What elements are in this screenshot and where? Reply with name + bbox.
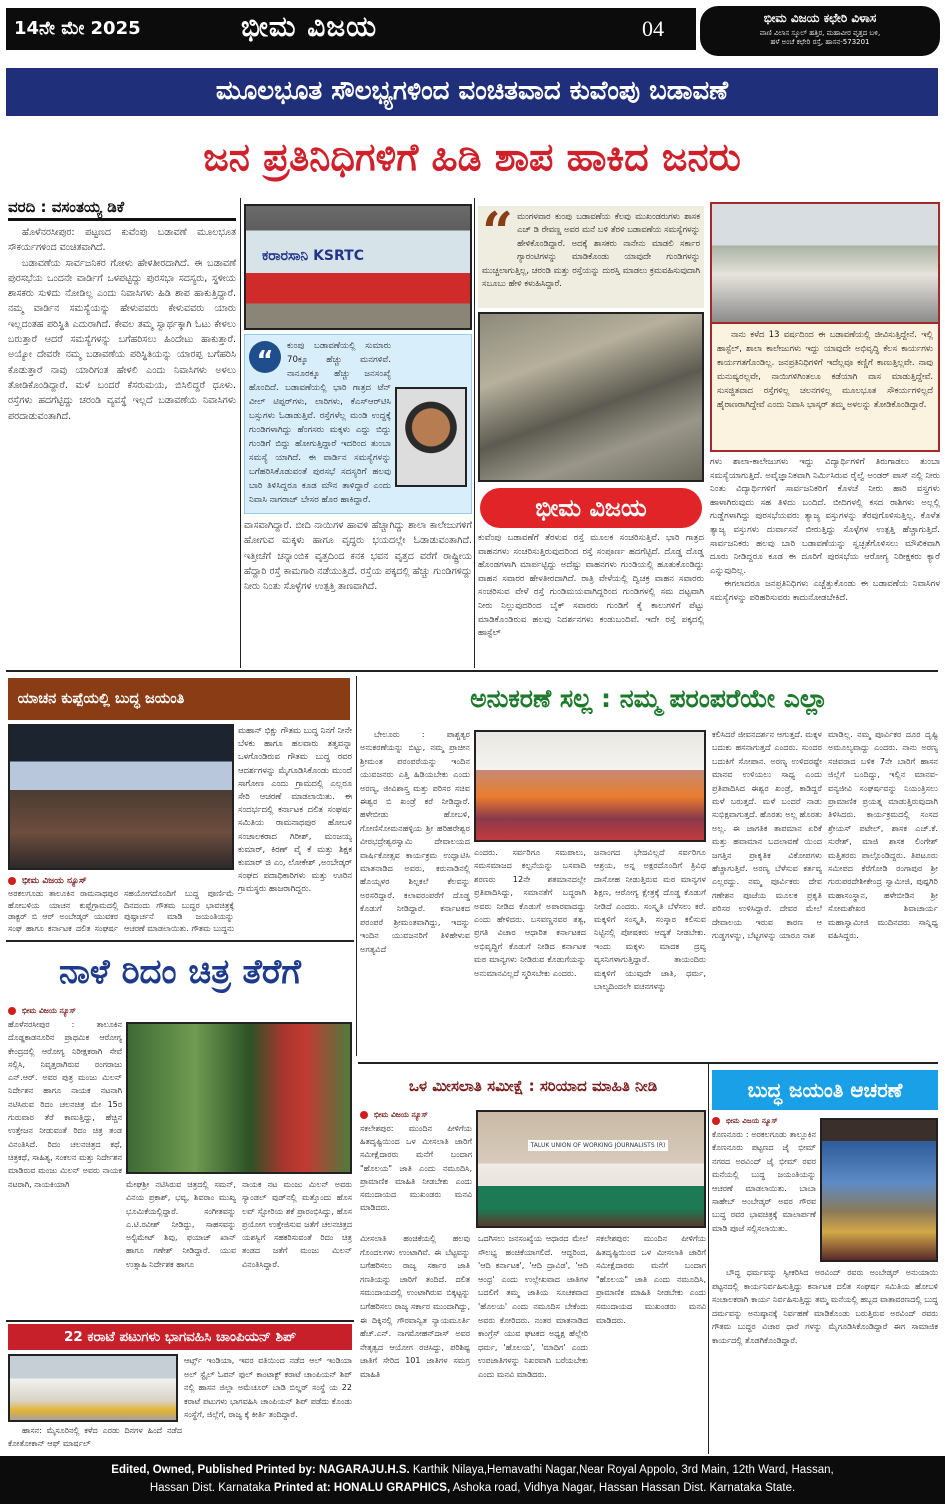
buddha-story-body	[8, 874, 234, 936]
buddha-right-text: ಮಹಾನ್ ಭಿಕ್ಷು ಗೌತಮ ಬುದ್ಧ ನಿನಗೆ ನೀನೇ ಬೆಳಕು ಹಾಗೂ ಹಲವಾರು ತತ್ವವನ್ನಾ ಒಳಗೊಂಡಿರುವ ಗೌತಮ ಬುದ್ಧ ರವರ ಆದರ್ಶಗಳನ್ನು ಮೈಗೂಡಿಸಿಕೊಂಡು ಮುಂದೆ ಸಾಗೋಣ ಎಂದು ಗ್ರಾಮದಲ್ಲಿ ಎಲ್ಲರೂ ಸೇರಿ ಆಚರಣೆ ಮಾಡಲಾಯಿತು. ಈ ಸಂದರ್ಭದಲ್ಲಿ ಕರ್ನಾಟಕ ದಲಿತ ಸಂಘರ್ಷ ಸಮಿತಿಯ ರಾಮನಾಥಪುರ ಹೋಬಳಿ ಸಂಚಾಲಕರಾದ ಗಿರೀಶ್, ಮಂಜಯ್ಯ ಕುಮಾರ್, ಕಿರಣ್ ವೈ ಕೆ ಮತ್ತು ಶಿಕ್ಷಕ ಕುಮಾರ್ ಜಿ ಎಂ, ಲೋಕೇಶ್ ,ಅಂಬೇಡ್ಕರ್ ಸಂಘದ ಪದಾಧಿಕಾರಿಗಳು ಮತ್ತು ಊರಿನ ಗ್ರಾಮಸ್ಥರು ಹಾಜರಾಗಿದ್ದರು.	[238, 725, 352, 894]
news-dot-icon	[360, 1111, 368, 1119]
residents-photo	[712, 204, 938, 324]
tradition-col-2: ಎಂದರು. ಸರ್ವರಿಗೂ ಸಮಪಾಲು, ಸಮಸಮಾಜದ ಕಲ್ಪನೆಯನ್ನು ಬಸವಾದಿ ಶರಣರು 12ನೇ ಶತಮಾನದಲ್ಲೇ ಪ್ರತಿಪಾದಿಸಿದ್ದು, ಸಮಾನತೆಗೆ ಬದ್ಧರಾಗಿ ಅವರು ನೀಡಿದ ಕೊಡುಗೆ ಅಪಾರವಾದದ್ದು ಎಂದು ಹೇಳಿದರು. ಬಸವಣ್ಣನವರ ತತ್ವ, ಪ್ರಗತಿ ವಿಚಾರ ಆಧಾರಿತ ಕರ್ನಾಟಕದ ಅಭಿವೃದ್ಧಿಗೆ ಕೊಡುಗೆ ನೀಡಿದ ಕರ್ನಾಟಕ ಮಠ ಮಾನ್ಯಗಳು ನೀಡಿರುವ ಕೊಡುಗೆಯನ್ನು ಅನುಮಾನವಿಲ್ಲದೆ ಸ್ಮರಿಸಬೇಕು ಎಂದರು.	[474, 847, 586, 978]
imprint-label-printer: Printed at: HONALU GRAPHICS,	[273, 1482, 451, 1494]
karate-caption-text: ಹಾಸನ: ಮೈಸೂರಿನಲ್ಲಿ ಕಳೆದ ಎರಡು ದಿನಗಳ ಹಿಂದೆ ನಡೆದ ಕೋತೋಕಾನ್ ಆಫ್ ಮಾರ್ಷಲ್	[8, 1426, 182, 1448]
survey-col-3: ಒದಗಿಸಲು ಜನಸಂಖ್ಯೆಯ ಆಧಾರದ ಮೇಲೆ ಸೌಲಭ್ಯ ಹಂಚಿಕೆಯಾಗಲಿದೆ. ಆದ್ದರಿಂದ, 'ಆದಿ ಕರ್ನಾಟಕ', 'ಆದಿ ದ್ರಾವಿಡ', 'ಆದಿ ಆಂಧ್ರ' ಎಂದು ಉಲ್ಲೇಖವಾದ ಜಾತಿಗಳ ಬದಲಿಗೆ ತಮ್ಮ ಜಾತಿಯ ಸೂಚಕವಾದ 'ಹೊಲಯ' ಎಂದು ನಮೂದಿಸ ಬೇಕೆಂದು ಅವರು ಕೋರಿದರು. ನಂತರ ಮಾತನಾಡಿದ ಕಾಂಗ್ರೆಸ್ ಯುವ ಘಟಕದ ಅಧ್ಯಕ್ಷ ಹೆಲ್ಲೇರಿ ಧರ್ಮ, 'ಹೊಲಯ', 'ಮಾದಿಗ' ಎಂದು ಉಪಜಾತಿಗಳನ್ನು ನಿಖರವಾಗಿ ಬರೆಯಬೇಕು ಎಂದು ಮನವಿ ಮಾಡಿದರು.	[478, 1234, 588, 1379]
tradition-col-1-text: ಬೇಲೂರು : ಪಾಶ್ಚತ್ಯರ ಅನುಕರಣೆಯನ್ನು ಬಿಟ್ಟು, ನಮ್ಮ ಪ್ರಾಚೀನ ಶ್ರೀಮಂತ ಪರಂಪರೆಯನ್ನು ಇಂದಿನ ಯುವಜನರು ಎತ್ತಿ ಹಿಡಿಯಬೇಕು ಎಂದು ಅರಣ್ಯ, ಜೀವಿಶಾಸ್ತ್ರ ಮತ್ತು ಪರಿಸರ ಸಚಿವ ಈಶ್ವರ ಬಿ ಖಂಡ್ರೆ ಕರೆ ನೀಡಿದ್ದಾರೆ. ಹಳೇಬೀಡು ಹೋಬಳಿ, ಗೋಣಿಸೋಮನಹಳ್ಳಿಯ ಶ್ರೀ ಹರಿಹರೇಶ್ವರ ವೀರಭದ್ರೇಶ್ವರಸ್ವಾಮಿ ದೇವಾಲಯದ ವಾರ್ಷಿಕೋತ್ಸವ ಕಾರ್ಯಕ್ರಮ ಉದ್ಘಾಟಿಸಿ ಮಾತನಾಡಿದ ಅವರು, ಕರುನಾಡಿನಲ್ಲಿ ಹೊಯ್ಸಳರ ಶಿಲ್ಪಕಲೆ ಕೆಲವನ್ನು ಅರಸರಿದ್ದಾರೆ. ಕಲಾವರಂಪರೆಗೆ ದೊಡ್ಡ ಕೊಡುಗೆ ನೀಡಿದ್ದಾರೆ. ಕರ್ನಾಟಕದ ಪರಂಪರೆ ಶ್ರೀಮಂತವಾಗಿದ್ದು, ಇದನ್ನು ಇಂದಿನ ಯುವಜನರಿಗೆ ತಿಳಿಹೇಳುವ ಅಗತ್ಯವಿದೆ	[360, 729, 470, 954]
survey-headline	[360, 1066, 706, 1106]
news-dot-icon	[8, 1007, 16, 1015]
quote-mark-icon: “	[482, 206, 514, 264]
section-divider	[6, 940, 354, 942]
section-divider	[6, 1320, 354, 1322]
office-address-box	[700, 6, 940, 56]
tradition-col-1	[360, 728, 470, 1058]
masthead	[6, 8, 696, 50]
page-number: 04	[642, 16, 664, 41]
buddha-headline-right-pad	[194, 678, 350, 720]
film-still-photo	[126, 1022, 352, 1174]
quote-icon: “	[249, 341, 281, 373]
buddha-jayanti-headline-text: ಯಾಚನ ಕುಪ್ಪೆಯಲ್ಲಿ ಬುದ್ಧ ಜಯಂತಿ	[17, 691, 185, 707]
acharane-byline	[712, 1114, 816, 1128]
issue-date: 14ನೇ ಮೇ 2025	[14, 18, 141, 39]
buddha-byline	[8, 874, 234, 888]
byline-text: ಭೀಮ ವಿಜಯ ನ್ಯೂಸ್	[726, 1116, 778, 1125]
tradition-headline-text: ಅನುಕರಣೆ ಸಲ್ಲ : ನಮ್ಮ ಪರಂಪರೆಯೇ ಎಲ್ಲಾ	[470, 684, 828, 713]
imprint-publisher-name: NAGARAJU.H.S.	[318, 1464, 410, 1476]
imprint-line-1	[0, 1461, 945, 1479]
office-title: ಭೀಮ ವಿಜಯ ಕಛೇರಿ ವಿಳಾಸ	[763, 11, 877, 25]
survey-columns	[360, 1232, 706, 1452]
column-divider	[474, 198, 475, 668]
tradition-col-2b: ಜನಾಂಗದ ಭೇದವಿಲ್ಲದೆ ಸರ್ವರಿಗೂ ಆಶ್ರಯ, ಅನ್ನ ಅಕ್ಷರದೊಂದಿಗೆ ತ್ರಿವಿಧ ದಾಸೋಹ ನೀಡುತ್ತಿರುವ ಮಠ ಮಾನ್ಯಗಳ ಶಿಕ್ಷಣ, ಆರೋಗ್ಯ ಕ್ಷೇತ್ರಕ್ಕೆ ದೊಡ್ಡ ಕೊಡುಗೆ ನೀಡಿದೆ ಎಂದರು. ಸಂಸ್ಕೃತಿ ಬೆಳೆಸಲು ಕರೆ. ಮಕ್ಕಳಿಗೆ ಸಂಸ್ಕೃತಿ, ಸಂಸ್ಕಾರ ಕಲಿಸುವ ನಿಟ್ಟಿನಲ್ಲಿ ಪೋಷಕರು ಆದ್ಯತೆ ನೀಡಬೇಕು. ಇಂದು ಮಕ್ಕಳು ಮಾದಕ ದ್ರವ್ಯ ವ್ಯಸನಿಗಳಾಗುತ್ತಿದ್ದಾರೆ. ತಾಯಂದಿರು ಮಕ್ಕಳಿಗೆ ಯುವುದೇ ಜಾತಿ, ಧರ್ಮ, ಬಾಲ್ಯದಿಂದಲೇ ವಚನಗಳನ್ನು	[594, 847, 706, 992]
survey-col-2: ಮೀಸಲಾತಿ ಹಂಚಿಕೆಯಲ್ಲಿ ಹಲವು ಗೊಂದಲಗಳು ಉಂಟಾಗಿವೆ. ಈ ಬೆಟ್ಟವನ್ನು ಬಗೆಹರಿಸಲು ರಾಜ್ಯ ಸರ್ಕಾರ ಜಾತಿ ಗಣತಿಯನ್ನು ಜಾರಿಗೆ ತಂದಿದೆ. ದಲಿತ ಸಮುದಾಯದಲ್ಲಿ ಉಂಟಾಗಿರುವ ಬಿಕ್ಕಟ್ಟನ್ನು ಬಗೆಹರಿಸಲು ರಾಜ್ಯ ಸರ್ಕಾರ ಮುಂದಾಗಿದ್ದು, ಈ ದಿಕ್ಕಿನಲ್ಲಿ ಗೌರವಾನ್ವಿತ ನ್ಯಾಯಮೂರ್ತಿ ಹೆಚ್.ಎನ್. ನಾಗಮೋಹನ್‌ದಾಸ್ ಅವರ ನೇತೃತ್ವದ ಆಯೋಗ ರಚಿಸಿದ್ದು, ಪರಿಶಿಷ್ಟ ಜಾತಿಗೆ ಸೇರಿದ 101 ಜಾತಿಗಳ ಸಮಗ್ರ ಮಾಹಿತಿ	[360, 1234, 470, 1379]
tradition-col-3-text: ಕಲಿಸಿದರೆ ಜೀವನದರ್ಶನ ಆಗುತ್ತದೆ. ಮಕ್ಕಳ ಬದುಕು ಹಸನಾಗುತ್ತದೆ ಎಂದರು. ಸುಂದರ ಬದುಕಿಗೆ ಸೋಪಾನ. ಅರಣ್ಯ ಉಳಿದರಷ್ಟೇ ಮಾನವ ಉಳಿಯಲು ಸಾಧ್ಯ ಎಂದು ಪ್ರತಿಪಾದಿಸಿದ ಈಶ್ವರ ಖಂಡ್ರೆ, ಕಾಡಿದ್ದರೆ ಮಳೆ ಬರುತ್ತದೆ. ಮಳೆ ಬಂದರೆ ನಾಡು ಸುಭಿಕ್ಷವಾಗುತ್ತದೆ. ಹೊರತು ಅಲ್ಲ ಹೊರತು ಅಲ್ಲ. ಈ ಜಾಗತಿಕ ತಾಪಮಾನ ಏರಿಕೆ ಮತ್ತು ಹವಾಮಾನ ಬದಲಾವಣೆ ಯಿಂದ ಜಗತ್ತಿನ ಪ್ರಾಕೃತಿಕ ವಿಕೋಪಗಳು ಹೆಚ್ಚಾಗುತ್ತಿವೆ. ಅರಣ್ಯ ಬೆಳೆಸುವ ಕರ್ತವ್ಯ ಎಲ್ಲರದ್ದು. ನಮ್ಮ ಪೂರ್ವಿಕರು ದೇವ ಗಣೇಶನ ಪೂಜೆಯ ಮೂಲಕ ಪ್ರಕೃತಿ ಪರಿಸರ ಉಳಿಸಿದ್ದಾರೆ. ದೇವರ ಮೇಲೆ ದೇವಾಲಯ ಇರುವ ಕಾರಣ ಆ ಗುಡ್ಡಗಳನ್ನು, ಬೆಟ್ಟಗಳನ್ನು ಯಾರೂ ನಾಶ	[712, 729, 822, 941]
film-left-column	[8, 1004, 122, 1318]
newspaper-logo: ಭೀಮ ವಿಜಯ	[241, 10, 378, 43]
byline-text: ಭೀಮ ವಿಜಯ ನ್ಯೂಸ್	[374, 1110, 428, 1119]
column-divider	[708, 1064, 709, 1454]
quote-text-bhaskar: ನಾನು ಕಳೆದ 13 ವರ್ಷದಿಂದ ಈ ಬಡಾವಣೆಯಲ್ಲಿ ಜೀವಿಸುತ್ತಿದ್ದೇನೆ. ಇಲ್ಲಿ ಹಾಸ್ಟೆಲ್, ಶಾಲಾ ಕಾಲೇಜುಗಳು ಇದ್ದು ಯಾವುದೇ ಅಭಿವೃದ್ಧಿ ಕೆಲಸ ಕಾರ್ಯಗಳು ಕಾರ್ಯಗತಗೊಂಡಿಲ್ಲ. ಜನಪ್ರತಿನಿಧಿಗಳಿಗೆ ಇದೆಲ್ಲವೂ ಕಣ್ಣಿಗೆ ಕಾಣುತ್ತಿಲ್ಲವೇ. ನಾವು ಮನುಷ್ಯರಲ್ಲವೇ, ನಾಯಿಗಳಿಗಿಂತಲೂ ಕಡೆಯಾಗಿ ವಾಸ ಮಾಡುತ್ತಿದ್ದೇವೆ. ಸುಸಜ್ಜಿತವಾದ ರಸ್ತೆಗಳಿಲ್ಲ ಚಲನಗಳಿಲ್ಲ ಮೂಲಭೂತ ಸೌಕರ್ಯಗಳಿಲ್ಲದೆ ಹೈರಾಣರಾಗಿದ್ದೇವೆ ಎಂದು ನಿವಾಸಿ ಭಾಸ್ಕರ್ ತಮ್ಮ ಅಳಲನ್ನು ತೋಡಿಕೊಂಡಿದ್ದಾರೆ.	[717, 329, 933, 409]
survey-left-column	[360, 1108, 472, 1228]
logo-badge-text: ಭೀಮ ವಿಜಯ	[535, 494, 647, 522]
press-meet-banner-text: TALUK UNION OF WORKING JOURNALISTS (R)	[528, 1140, 668, 1151]
lead-kicker-text: ಮೂಲಭೂತ ಸೌಲಭ್ಯಗಳಿಂದ ವಂಚಿತವಾದ ಕುವೆಂಪು ಬಡಾವಣೆ	[215, 76, 729, 106]
buddha-right-column	[238, 724, 352, 934]
buddha-col-2: ಸಹಯೋಗದೊಂದಿಗೆ ಬುದ್ಧ ಪೂರ್ಣಿಮೆ ದಿನದಂದು ಗೌತಮ ಬುದ್ಧರ ಭಾವಚಿತ್ರಕ್ಕೆ ಪುಷ್ಪಾರ್ಚನೆ ಮಾಡಿ ಜಯಂತಿಯನ್ನು ಆಚರಣೆ ಮಾಡಲಾಯಿತು. ಗೌತಮ ಬುದ್ಧನು	[124, 889, 234, 933]
lead-column-4-text: ಗಳು ಶಾಲಾ-ಕಾಲೇಜುಗಳು ಇದ್ದು ವಿದ್ಯಾರ್ಥಿಗಳಿಗೆ ತಿರುಗಾಡಲು ತುಂಬಾ ಸಮಸ್ಯೆಯಾಗುತ್ತಿದೆ. ಅವೈಜ್ಞಾನಿಕವಾಗಿ ನಿರ್ಮಿಸಿರುವ ರೈಲ್ವೆ ಅಂಡರ್ ಪಾಸ್ ನಲ್ಲಿ ನೀರು ನಿಂತು ವಿದ್ಯಾರ್ಥಿಗಳಿಗೆ ಸಾರ್ವಜನಿಕರಿಗೆ ಕೊಳಚೆ ನೀರು ಹಾರಿ ವಸ್ತ್ರಗಳು ಹಾಳಾಗಿರುವುದು ಸಹ ತಿಳಿದು ಬಂದಿದೆ. ಬೀದಿಗಳಲ್ಲಿ ಕಸದ ರಾಶಿಗಳು ಅಲ್ಲಲ್ಲಿ ಗುಡ್ಡೆಗಳಾಗಿದ್ದು ಪುರಸಭೆಯವರು ತ್ಯಾಜ್ಯ ವಸ್ತುಗಳನ್ನು ತೆರವುಗೊಳಿಸುತ್ತಿಲ್ಲ. ಕೊಳೆತ ತ್ಯಾಜ್ಯ ವಸ್ತುಗಳು ದುರ್ವಾಸನೆ ಬೀರುತ್ತಿದ್ದು ಸೊಳ್ಳೆಗಳ ಉತ್ಪತ್ತಿ ಹೆಚ್ಚಾಗುತ್ತಿದೆ. ಸಾರ್ವಜನಿಕರು ಹಲವು ಬಾರಿ ಬಡಾವಣೆಯನ್ನು ಸ್ವಚ್ಛತೆಗೊಳಿಸಲು ಮೌಖಿಕವಾಗಿ ದೂರು ನೀಡಿದ್ದರೂ ಕೂಡ ಈ ದೂರಿಗೆ ಪುರಸಭೆಯ ಆರೋಗ್ಯ ನಿರೀಕ್ಷಕರು ಕ್ಯಾರೆ ಎನ್ನುವುದಿಲ್ಲ.	[710, 457, 940, 576]
tradition-col-3	[712, 728, 822, 1058]
tradition-col-4	[828, 728, 938, 1058]
tradition-col-4-text: ಮಾಡಿಲ್ಲ. ನಮ್ಮ ಪೂರ್ವಿಕರ ದೂರ ದೃಷ್ಟಿ ಅಮೂಲ್ಯವಾದ್ದು ಎಂದರು. ನಾನು ಅರಣ್ಯ ಸಚಿವರಾದ ಬಳಿಕ 7ನೇ ಬಾರಿಗೆ ಹಾಸನ ಜಿಲ್ಲೆಗೆ ಬಂದಿದ್ದು, ಇಲ್ಲಿನ ಮಾನವ-ವನ್ಯಜೀವಿ ಸಂಘರ್ಷವನ್ನು ನಿಯಂತ್ರಿಸಲು ಪ್ರಾಮಾಣಿಕ ಪ್ರಯತ್ನ ಮಾಡುತ್ತಿರುವುದಾಗಿ ತಿಳಿಸಿದರು. ಕಾರ್ಯಕ್ರಮದಲ್ಲಿ ಸಂಸದ ಶ್ರೇಯಸ್ ಪಟೇಲ್, ಶಾಸಕ ಎಚ್.ಕೆ. ಸುರೇಶ್, ಮಾಜಿ ಶಾಸಕ ಲಿಂಗೇಶ್ ಮತ್ತಿತರರು ಪಾಲ್ಗೊಂಡಿದ್ದರು. ತಿಪಟೂರು ಸಮೀಪದ ಕೆರೆಗೋಡಿ ರಂಗಾಪುರ ಶ್ರೀ ಗುರುಪರದೇಶೀಕೇಂದ್ರ ಸ್ವಾಮೀಜಿ, ಪುಷ್ಪಗಿರಿ ಮಹಾಸಂಸ್ಥಾನ, ಹಳೇಬೀಡಿನ ಶ್ರೀ ಸೋಮಶೇಖರ ಶಿವಾಚಾರ್ಯ ಮಹಾಸ್ವಾಮೀಜಿ ಮುದಿನದರು ಸಾನ್ನಿಧ್ಯ ವಹಿಸಿದ್ದರು.	[828, 729, 938, 941]
lead-column-4-bottom	[710, 456, 940, 668]
acharane-col-1: ಕೊಣನೂರು : ಅರಕಲಗೂಡು ತಾಲ್ಲೂಕಿನ ಕೊಣನೂರು ಪಟ್ಟಣದ ಜೈ ಭೀಮ್ ನಗರದ ಅರವಿಂದ್ ಜೈ ಭೀಮ್ ರವರ ಮನೆಯಲ್ಲಿ ಬುದ್ಧ ಜಯಂತಿಯನ್ನು ಆಚರಣೆ ಮಾಡಲಾಯಿತು. ಬಾಬಾ ಸಾಹೇಬ್ ಅಂಬೇಡ್ಕರ್ ಅವರ ಗೌರವ ಬುದ್ಧ ರವರ ಭಾವಚಿತ್ರಕ್ಕೆ ಮಾಲಾರ್ಪಣೆ ಮಾಡಿ ಪೂಜೆ ಸಲ್ಲಿಸಲಾಯಿತು.	[712, 1130, 816, 1233]
tradition-headline	[360, 676, 938, 722]
lead-column-2-bottom	[244, 518, 472, 668]
buddha-jayanti-headline	[8, 678, 194, 720]
bus-photo	[244, 204, 472, 330]
column-divider	[240, 198, 241, 668]
quote-text-mla: ಮಂಗಳವಾರ ಕುಂಪು ಬಡಾವಣೆಯ ಕೆಲವು ಮುಖಂಡರುಗಳು ಶಾಸಕ ಎಚ್ ಡಿ ರೇವಣ್ಣ ಅವರ ಮನೆ ಬಳಿ ತೆರಳಿ ಬಡಾವಣೆಯ ಸಮಸ್ಯೆಗಳನ್ನು ಹೇಳಿಕೊಂಡಿದ್ದಾರೆ. ಅದಕ್ಕೆ ಶಾಸಕರು ನಾನೇನು ಮಾಡಲಿ ಸರ್ಕಾರ ಗ್ಯಾರಂಟಿಗಳನ್ನು ಮಾಡಿಕೊಂಡು ಯಾವುದೇ ಗುಂಡಿಗಳನ್ನು ಮುಚ್ಚಲಾಗುತ್ತಿಲ್ಲ, ಚರಂಡಿ ಮತ್ತು ರಸ್ತೆಯನ್ನು ದುರಸ್ತಿ ಮಾಡಲು ಕ್ರಮವಹಿಸುವುದಾಗಿ ಸಬೂಬು ಹೇಳಿ ಕಳುಹಿಸಿದ್ದಾರೆ.	[482, 211, 700, 289]
lead-column-4-end: ಈಗಲಾದರೂ ಜನಪ್ರತಿನಿಧಿಗಳು ಎಚ್ಚೆತ್ತುಕೊಂಡು ಈ ಬಡಾವಣೆಯ ನಿವಾಸಿಗಳ ಸಮಸ್ಯೆಗಳನ್ನು ಪರಿಹರಿಸುವರು ಕಾದುನೋಡಬೇಕಿದೆ.	[710, 579, 940, 603]
byline-text: ಭೀಮ ವಿಜಯ ನ್ಯೂಸ್	[22, 1006, 76, 1015]
lead-column-3-text: ಕುವೆಂಪು ಬಡಾವಣೆಗೆ ತೆರಳುವ ರಸ್ತೆ ಮೂಲಕ ಸಂಚರಿಸುತ್ತಿವೆ. ಭಾರಿ ಗಾತ್ರದ ವಾಹನಗಳು ಸಂಚರಿಸುತ್ತಿರುವುದರಿಂದ ರಸ್ತೆ ಸಂಪೂರ್ಣ ಹದಗೆಟ್ಟಿದೆ. ದೊಡ್ಡ ದೊಡ್ಡ ಹೊಂಡಗಳಾಗಿ ಮಾರ್ಪಟ್ಟಿದ್ದು ಅದೆಷ್ಟು ವಾಹನಗಳು ಗುಂಡಿಯಲ್ಲಿ ಹೂತುಕೊಂಡಿದ್ದು ವಾಹನ ಸವಾರರ ಹೇಳತೀರದಾಗಿದೆ. ರಾತ್ರಿ ವೇಳೆಯಲ್ಲಿ ದ್ವಿಚಕ್ರ ವಾಹನ ಸವಾರರು ಸಂಚರಿಸುವ ವೇಳೆ ರಸ್ತೆ ಗುಂಡಿಮಯವಾಗಿದ್ದರಿಂದ ಗುಂಡಿಗಳಲ್ಲಿ ಸಮ ದಟ್ಟವಾಗಿ ನೀರು ನಿಲ್ಲುವುದರಿಂದ ಬೈಕ್ ಸವಾರರು ಗುಂಡಿಗೆ ಕೈ ಕಾಲುಗಳಿಗೆ ಪೆಟ್ಟು ಮಾಡಿಕೊಂಡಿರುವ ಹಲವು ನಿದರ್ಶನಗಳು ಕಂಡುಬಂದಿವೆ. ಇದೇ ರಸ್ತೆ ಪಕ್ಕದಲ್ಲಿ ಹಾಸ್ಟೆಲ್	[478, 533, 704, 639]
imprint-label-publisher: Edited, Owned, Published Printed by:	[111, 1464, 316, 1476]
lead-column-3-bottom	[478, 532, 704, 668]
news-dot-icon	[8, 877, 16, 885]
lead-paragraph-1: ಹೊಳೆನರಸೀಪುರ: ಪಟ್ಟಣದ ಕುವೆಂಪು ಬಡಾವಣೆ ಮೂಲಭೂತ ಸೌಕರ್ಯಗಳಿಂದ ವಂಚಿತವಾಗಿದೆ.	[8, 227, 236, 254]
karate-headline	[8, 1324, 352, 1350]
karate-right-column	[184, 1354, 352, 1452]
film-byline	[8, 1004, 122, 1018]
reporter-byline: ವರದಿ : ವಸಂತಯ್ಯ ಡಿಕೆ	[8, 198, 236, 221]
minister-speech-photo	[474, 730, 706, 842]
survey-col-1: ಸಕಲೇಶಪುರ: ಮುಂದಿನ ಪೀಳಿಗೆಯ ಹಿತದೃಷ್ಟಿಯಿಂದ ಒಳ ಮೀಸಲಾತಿ ಜಾರಿಗೆ ಸಮೀಕ್ಷೆದಾರರು ಮನೆಗೆ ಬಂದಾಗ "ಹೊಲಯ" ಜಾತಿ ಎಂದು ನಮೂದಿಸಿ, ಪ್ರಾಮಾಣಿಕ ಮಾಹಿತಿ ನೀಡಬೇಕು ಎಂದು ಸಮುದಾಯದ ಮುಖಂಡರು ಮನವಿ ಮಾಡಿದರು.	[360, 1124, 472, 1213]
film-col-3-text: ನಾಯಕ ನಟ ಮಂಜು ಮಿಲನ್ ಅವರು ಸ್ಯಾಂಡಲ್ ವುಡ್‌ನಲ್ಲಿ ಮತ್ತೊಂದು ಹೊಸ ಲವ್ ಸ್ಟೋರಿಯ ಶಕೆ ಪ್ರಾರಂಭಿಸಿದ್ದು, ಹೊಸ ಪ್ರಯೋಗ ಉತ್ತೇಜಿಸುವ ಜತೆಗೆ ಚಲನಚಿತ್ರದ ಯಶಸ್ವಿಗೆ ಸಹಕರಿಸುವಂತೆ ರಿದಂ ಚಿತ್ರ ತಂಡದ ಜತೆಗೆ ಮಂಜು ಮಿಲನ್ ವಿನಂತಿಸಿದ್ದಾರೆ.	[242, 1180, 352, 1269]
quote-box-mla-visit	[478, 206, 704, 308]
buddha-col-1: ಅರಕಲಗೂಡು ತಾಲೂಕಿನ ರಾಮನಾಥಪುರ ಹೋಬಳಿಯ ಯಾಚನ ಕುಪ್ಪೆಗ್ರಾಮದಲ್ಲಿ ಡಾಕ್ಟರ್ ಬಿ ಆರ್ ಅಂಬೇಡ್ಕರ್ ಯುವಕರ ಸಂಘ ಹಾಗೂ ಕರ್ನಾಟಕ ದಲಿತ ಸಂಘರ್ಷ	[8, 889, 118, 933]
film-col-2	[126, 1178, 236, 1318]
section-divider	[358, 1062, 938, 1064]
survey-byline	[360, 1108, 472, 1122]
film-headline	[8, 944, 352, 1000]
bus-logo-text: ಕರಾರಸಾನಿ KSRTC	[262, 248, 364, 264]
buddha-jayanti-photo	[8, 724, 234, 870]
film-col-2-text: ಮೇಘಶ್ರೀ ನಟಿಸಿರುವ ಚಿತ್ರದಲ್ಲಿ ಸಮನ್, ವಿನಯ ಪ್ರಕಾಶ್, ಭವ್ಯ, ಶಿವರಾಂ ಮುಖ್ಯ ಭೂಮಿಕೆಯಲ್ಲಿದ್ದಾರೆ. ಸಂಗೀತವನ್ನು ಎ.ಟಿ.ರವೀಶ್ ನೀಡಿದ್ದು, ಸಾಹಸವನ್ನು ಅಲ್ಟಿಮೇಟ್ ಶಿವು, ಫಯಾಜ್ ಖಾನ್ ಹಾಗೂ ಗಣೇಶ್ ನೀಡಿದ್ದಾರೆ. ಯುವ ಉತ್ಸಾಹಿ ನಿರ್ದೇಶಕ ಹಾಗೂ	[126, 1180, 236, 1269]
acharane-col-2-text: ಬೌದ್ಧ ಧರ್ಮವನ್ನು ಸ್ವೀಕರಿಸಿದ ಅರವಿಂದ್ ರವರು ಅಂಬೇಡ್ಕರ್ ಅನುಯಾಯಿ ಪಟ್ಟನದಲ್ಲಿ ಕಾರ್ಯನಿರ್ವಹಿಸುತ್ತಿದ್ದು ಕರ್ನಾಟಕ ದಲಿತ ಸಂಘರ್ಷ ಸಮಿತಿಯ ಹೋಬಳಿ ಸಂಚಾಲಕರಾಗಿ ಕಾರ್ಯ ನಿರ್ವಹಿಸುತ್ತಿದ್ದು ತಮ್ಮ ಮನೆಯಲ್ಲಿ ಹಬ್ಬದ ವಾತಾವರಣದಲ್ಲಿ ಬುದ್ಧ ದರ್ಮವನ್ನು ಅನುಷ್ಠಾನಕ್ಕೆ ನಿರ್ವಹಣೆ ಮಾಡಿಕೊಂಡು ಬರುತ್ತಿರುವ ಅರವಿಂದ್ ರವರು ಗೌತಮ ಬುದ್ಧರ ವಿಚಾರ ಧಾರೆ ಗಳನ್ನು ಮೈಗೂಡಿಸಿಕೊಂಡಿದ್ದಾರೆ ಈಗ ಸಾಮಾಜಿಕ ಕಾರ್ಯದಲ್ಲಿ ತೊಡಗಿಕೊಂಡಿದ್ದಾರೆ.	[712, 1268, 938, 1345]
imprint-address-1: Karthik Nilaya,Hemavathi Nagar,Near Royal Appolo, 3rd Main, 12th Ward, Hassan,	[412, 1464, 834, 1476]
buddha-acharane-left	[712, 1114, 816, 1264]
buddha-acharane-headline-text: ಬುದ್ಧ ಜಯಂತಿ ಆಚರಣೆ	[747, 1078, 903, 1102]
karate-headline-text: 22 ಕರಾಟೆ ಪಟುಗಳು ಭಾಗವಹಿಸಿ ಚಾಂಪಿಯನ್ ಶಿಪ್	[63, 1329, 297, 1345]
lead-headline-text: ಜನ ಪ್ರತಿನಿಧಿಗಳಿಗೆ ಹಿಡಿ ಶಾಪ ಹಾಕಿದ ಜನರು	[203, 135, 741, 179]
lead-paragraph-2: ಬಡಾವಣೆಯ ಸಾರ್ವಜನಿಕರ ಗೋಳು ಹೇಳತೀರದಾಗಿದೆ. ಈ ಬಡಾವಣೆ ಪುರಸಭೆಯ ಒಂದನೇ ವಾರ್ಡಿಗೆ ಒಳಪಟ್ಟಿದ್ದು ಪುರಸಭಾ ಸದಸ್ಯರು, ಸ್ಥಳೀಯ ಶಾಸಕರು ಸುಳಿದು ನೋಡಿಲ್ಲ ಎಂದು ನಿವಾಸಿಗಳು ಹಿಡಿ ಶಾಪ ಹಾಕುತ್ತಿದ್ದಾರೆ. ನಮ್ಮ ವಾರ್ಡಿನ ಸಮಸ್ಯೆಯನ್ನು ಹೇಳುವವರು ಕೇಳುವವರು ಯಾರು ಇಲ್ಲದಂತಹ ಪರಿಸ್ಥಿತಿ ಎದುರಾಗಿದೆ. ಕೇವಲ ತಮ್ಮ ಸ್ವಾರ್ಥಕ್ಕಾಗಿ ಓಟು ಕೇಳಲು ಬರುತ್ತಾರೆ ಆದರೆ ಸಮಸ್ಯೆಗಳನ್ನು ಬಗೆಹರಿಸಲು ಹಿಂದೇಟು ಹಾಕುತ್ತಾರೆ. ಅಯ್ಯೋ ದೇವರೇ ನಮ್ಮ ಬಡಾವಣೆಯ ಪರಿಸ್ಥಿತಿಯನ್ನು ಯಾರಪ್ಪ ಬಗೆಹರಿಸಿ ಕೊಡುತ್ತಾರೆ ನಾವು ಯಾರಿಗಂತ ಹೇಳಲಿ ಎಂದು ನಿವಾಸಿಗಳು ಅಳಲು ತೋಡಿಕೊಂಡಿದ್ದಾರೆ. ಮಳೆ ಬಂದರೆ ಕೆಸರುಮಯ, ಬಿಸಿಲಿದ್ದರೆ ಧೂಳು. ರಸ್ತೆಗಳು ಹದಗೆಟ್ಟಿದ್ದು ಚರಂಡಿ ವ್ಯವಸ್ಥೆ ಇಲ್ಲದೆ ಬಡಾವಣೆಯ ನಿವಾಸಿಗಳು ಪರದಾಡುವಂತಾಗಿದೆ.	[8, 257, 236, 422]
karate-team-photo	[8, 1354, 178, 1422]
byline-text: ಭೀಮ ವಿಜಯ ನ್ಯೂಸ್	[22, 876, 87, 886]
survey-headline-text: ಒಳ ಮೀಸಲಾತಿ ಸಮೀಕ್ಷೆ : ಸರಿಯಾದ ಮಾಹಿತಿ ನೀಡಿ	[408, 1077, 658, 1095]
lead-headline	[6, 128, 938, 188]
imprint-line-2	[0, 1479, 945, 1497]
imprint-address-2: Hassan Dist. Karnataka	[149, 1482, 271, 1494]
office-address-line-2: ಹಳೆ ಅಂಚೆ ಕಛೇರಿ ರಸ್ತೆ, ಹಾಸನ-573201	[770, 38, 870, 46]
news-dot-icon	[712, 1117, 720, 1125]
buddha-ambedkar-photo	[820, 1118, 938, 1262]
tradition-col-2-wrap	[474, 846, 706, 1058]
press-meet-photo	[476, 1110, 706, 1228]
section-divider	[6, 670, 938, 672]
acharane-col-2	[712, 1266, 938, 1452]
nagaraj-photo	[395, 387, 467, 487]
buddha-acharane-headline	[712, 1070, 938, 1110]
survey-col-4: ಸಕಲೇಶಪುರ: ಮುಂದಿನ ಪೀಳಿಗೆಯ ಹಿತದೃಷ್ಟಿಯಿಂದ ಒಳ ಮೀಸಲಾತಿ ಜಾರಿಗೆ ಸಮೀಕ್ಷೆದಾರರು ಮನೆಗೆ ಬಂದಾಗ "ಹೊಲಯ" ಜಾತಿ ಎಂದು ನಮೂದಿಸಿ, ಪ್ರಾಮಾಣಿಕ ಮಾಹಿತಿ ನೀಡಬೇಕು ಎಂದು ಸಮುದಾಯದ ಮುಖಂಡರು ಮನವಿ ಮಾಡಿದರು.	[596, 1234, 706, 1325]
imprint-address-3: Ashoka road, Vidhya Nagar, Hassan Hassan Dist. Karnataka State.	[452, 1482, 796, 1494]
quote-box-nagaraj	[244, 334, 472, 514]
karate-right-text: ಆರ್ಟ್ಸ್ ಇಂಡಿಯಾ, ಇವರ ವತಿಯಿಂದ ನಡೆದ ಆಲ್ ಇಂಡಿಯಾ ಅಲ್ ಸ್ಟೈಲ್ ಓಪನ್ ಫುಲ್ ಕಾಂಟಾಕ್ಟ್ ಕರಾಟೆ ಚಾಂಪಿಯನ್ ಶಿಪ್ ನಲ್ಲಿ ಹಾಸನ ಜಿಲ್ಲಾ ಅಮೆಚೂರ್ ಬಾಡಿ ಬಿಲ್ಡರ್ ಸಂಸ್ಥೆ ಯ 22 ಕರಾಟೆ ಪಟುಗಳು ಭಾಗವಹಿಸಿ ಚಾಂಪಿಯನ್ ಶಿಪ್ ಪಡೆದು ಕೊಂಡು ಸಂಸ್ಥೆಗೆ, ಜಿಲ್ಲೆಗೆ, ರಾಜ್ಯ ಕ್ಕೆ ಕೀರ್ತಿ ತಂದಿದ್ದಾರೆ.	[184, 1356, 352, 1420]
quote-box-bhaskar	[710, 202, 940, 452]
column-divider	[356, 676, 357, 1056]
lead-column-1	[8, 198, 236, 668]
bheema-vijaya-logo-badge	[480, 488, 702, 528]
office-address-line-1: ವಾಣಿ ವಿಲಾಸ ಸ್ಕೂಲ್ ಹತ್ತಿರ, ಮಹಾವೀರ ವೃತ್ತದ ಬಳಿ,	[759, 29, 881, 37]
quote-text-nagaraj: ಕುಂಪು ಬಡಾವಣೆಯಲ್ಲಿ ಸುಮಾರು 70ಕ್ಕೂ ಹೆಚ್ಚು ಮನಗಳಿವೆ. ನಾನೂರಕ್ಕೂ ಹೆಚ್ಚು ಜನಸಂಖ್ಯೆ ಹೊಂದಿದೆ. ಬಡಾವಣೆಯಲ್ಲಿ ಭಾರಿ ಗಾತ್ರದ ಟೆನ್ ವೀಲ್ ಟಿಪ್ಪರ್‌ಗಳು, ಲಾರಿಗಳು, ಕೆಎಸ್‌ಆರ್‌ಟಿಸಿ ಬಸ್ಸುಗಳು ಓಡಾಡುತ್ತಿವೆ. ರಸ್ತೆಗಳೆಲ್ಲ ಮಂಡಿ ಉದ್ದಕ್ಕೆ ಗುಂಡಿಗಳಾಗಿದ್ದು ಹೆಂಗಸರು ಮಕ್ಕಳು ಎದ್ದು ಬಿದ್ದು ಗುಂಡಿಗೆ ಬಿದ್ದು ಹೋಗುತ್ತಿದ್ದಾರೆ ಇದರಿಂದ ತುಂಬಾ ಸಮಸ್ಯೆ ಯಾಗಿದೆ. ಈ ವಾರ್ಡಿನ ಸಮಸ್ಯೆಗಳನ್ನು ಬಗೆಹರಿಸಿಕೊಡುವಂತೆ ಪುರಸಭೆ ಸದಸ್ಯರಿಗೆ ಹಲವು ಬಾರಿ ತಿಳಿಸಿದ್ದರೂ ಕೂಡ ಮೌನ ತಾಳಿದ್ದಾರೆ ಎಂದು ನಿವಾಸಿ ನಾಗರಾಜ್ ಬೇಸರ ಹೊರ ಹಾಕಿದ್ದಾರೆ.	[249, 341, 391, 505]
film-col-1: ಹೊಳೆನರಸೀಪುರ : ತಾಲೂಕಿನ ದೊಡ್ಡಕಾಡನೂರಿನ ಪ್ರಾಥಮಿಕ ಆರೋಗ್ಯ ಕೇಂದ್ರದಲ್ಲಿ ಆರೋಗ್ಯ ನಿರೀಕ್ಷಕರಾಗಿ ಸೇವೆ ಸಲ್ಲಿಸಿ, ನಿವೃತ್ತರಾಗಿರುವ ರಂಗರಾಜು ಎನ್.ಆರ್. ಅವರ ಪುತ್ರ ಮಂಜು ಮಿಲನ್ ನಿರ್ದೇಶನ ಹಾಗೂ ನಾಯಕ ನಟನಾಗಿ ನಟಿಸಿರುವ ರಿದಂ ಚಲನಚಿತ್ರ ಮೇ 15ರ ಗುರುವಾರ ತೆರೆ ಕಾಣುತ್ತಿದ್ದು, ಹೆಚ್ಚಿನ ಉತ್ತೇಜನ ನೀಡುವಂತೆ ರಿದಂ ಚಿತ್ರ ತಂಡ ವಿನಂತಿಸಿದೆ. ರಿದಂ ಚಲನಚಿತ್ರದ ಕಥೆ, ಚಿತ್ರಕಥೆ, ಸಾಹಿತ್ಯ, ಸಂಕಲನ ಮತ್ತು ನಿರ್ದೇಶನ ಮಾಡಿರುವ ಮಂಜು ಮಿಲನ್ ಅವರು ನಾಯಕ ನಟರಾಗಿ, ನಾಯಕಿಯಾಗಿ	[8, 1020, 122, 1189]
karate-caption	[8, 1424, 182, 1452]
pothole-road-photo	[478, 312, 704, 482]
imprint-footer	[0, 1456, 945, 1504]
film-headline-text: ನಾಳೆ ರಿದಂ ಚಿತ್ರ ತೆರೆಗೆ	[59, 952, 301, 992]
lead-column-2-text: ವಾಸವಾಗಿದ್ದಾರೆ. ಬೀದಿ ನಾಯಿಗಳ ಹಾವಳಿ ಹೆಚ್ಚಾಗಿದ್ದು ಶಾಲಾ ಕಾಲೇಜುಗಳಿಗೆ ಹೋಗುವ ಮಕ್ಕಳು ಹಾಗೂ ವೃದ್ಧರು ಭಯದಲ್ಲೇ ಓಡಾಡುವಂತಾಗಿದೆ. ಇತ್ತೀಚೆಗೆ ಚನ್ನಾಂಬಿಕ ವೃತ್ತದಿಂದ ಕನಕ ಭವನ ವೃತ್ತದ ವರೆಗೆ ರಾಷ್ಟ್ರೀಯ ಹೆದ್ದಾರಿ ರಸ್ತೆ ಕಾಮಗಾರಿ ನಡೆಯುತ್ತಿದೆ. ರಸ್ತೆಯ ಪಕ್ಕದಲ್ಲಿ ಹೆಚ್ಚು ಗುಂಡಿಗಳಿದ್ದು ನೀರು ನಿಂತು ಸೊಳ್ಳೆಗಳ ಉತ್ಪತ್ತಿ ತಾಣವಾಗಿದೆ.	[244, 520, 472, 593]
lead-kicker	[6, 68, 938, 116]
film-col-3	[242, 1178, 352, 1318]
lead-body-1	[8, 225, 236, 424]
